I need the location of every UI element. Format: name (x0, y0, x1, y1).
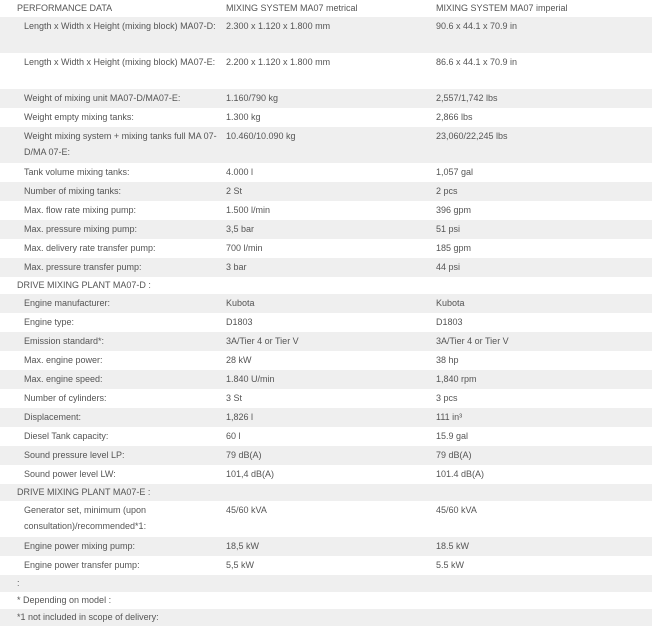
row-label: Displacement: (0, 408, 220, 427)
note-row (0, 592, 652, 609)
table-row (0, 17, 652, 53)
row-label: Weight empty mixing tanks: (24, 112, 134, 122)
table-row (0, 220, 652, 239)
row-imperial-value: Kubota (430, 294, 652, 313)
row-imperial-value: 5.5 kW (436, 560, 465, 570)
row-metric-value: 101,4 dB(A) (226, 469, 275, 479)
row-metric-value: 1.160/790 kg (220, 89, 430, 108)
row-metric-value: 60 l (226, 431, 241, 441)
row-metric-value: Kubota (220, 294, 430, 313)
row-label: Emission standard*: (0, 332, 220, 351)
row-label: Weight mixing system + mixing tanks full MA 07-D/MA 07-E: (0, 127, 220, 163)
table-row (0, 408, 652, 427)
row-imperial-value: 44 psi (430, 258, 652, 277)
row-metric-value: 2.200 x 1.120 x 1.800 mm (226, 57, 331, 67)
table-row (0, 332, 652, 351)
header-imperial-column: MIXING SYSTEM MA07 imperial (436, 3, 568, 13)
header-metric-column: MIXING SYSTEM MA07 metrical (226, 3, 358, 13)
table-header-row (0, 0, 652, 17)
row-label: Tank volume mixing tanks: (24, 167, 130, 177)
row-label: Max. flow rate mixing pump: (24, 205, 137, 215)
table-row (0, 465, 652, 484)
row-imperial-value: 79 dB(A) (430, 446, 652, 465)
row-imperial-value: 3A/Tier 4 or Tier V (430, 332, 652, 351)
row-label: Max. pressure transfer pump: (0, 258, 220, 277)
row-metric-value: 10.460/10.090 kg (220, 127, 430, 163)
row-imperial-value: 111 in³ (430, 408, 652, 427)
table-row (0, 239, 652, 258)
row-label: Number of mixing tanks: (0, 182, 220, 201)
table-row (0, 294, 652, 313)
row-metric-value: 3,5 bar (220, 220, 430, 239)
row-imperial-value: 2 pcs (430, 182, 652, 201)
row-metric-value: 2 St (220, 182, 430, 201)
row-label: Max. engine speed: (0, 370, 220, 389)
row-imperial-value: 2,866 lbs (436, 112, 473, 122)
table-row (0, 501, 652, 537)
row-metric-value: 4.000 l (226, 167, 254, 177)
row-label: Max. delivery rate transfer pump: (24, 243, 156, 253)
row-label: Generator set, minimum (upon consultation)/recommended*1: (24, 505, 147, 531)
table-row (0, 108, 652, 127)
row-label: Weight of mixing unit MA07-D/MA07-E: (0, 89, 220, 108)
table-row (0, 556, 652, 575)
row-imperial-value: 38 hp (436, 355, 459, 365)
row-metric-value: D1803 (226, 317, 253, 327)
row-imperial-value: 101.4 dB(A) (436, 469, 485, 479)
row-metric-value: 5,5 kW (226, 560, 255, 570)
row-imperial-value: 90.6 x 44.1 x 70.9 in (430, 17, 652, 53)
row-imperial-value: 23,060/22,245 lbs (430, 127, 652, 163)
row-metric-value: 700 l/min (226, 243, 263, 253)
table-row (0, 446, 652, 465)
table-row (0, 537, 652, 556)
row-label: Length x Width x Height (mixing block) MA07-D: (0, 17, 220, 53)
row-metric-value: 79 dB(A) (220, 446, 430, 465)
row-imperial-value: 15.9 gal (436, 431, 469, 441)
row-metric-value: 28 kW (226, 355, 252, 365)
row-label: Length x Width x Height (mixing block) MA07-E: (24, 57, 216, 67)
table-row (0, 182, 652, 201)
table-row (0, 351, 652, 370)
table-row (0, 427, 652, 446)
header-performance-data: PERFORMANCE DATA (17, 3, 113, 13)
row-metric-value: 3 St (226, 393, 243, 403)
row-label: Engine manufacturer: (0, 294, 220, 313)
row-label: Number of cylinders: (24, 393, 107, 403)
table-row (0, 389, 652, 408)
table-row (0, 89, 652, 108)
note-row (0, 609, 652, 626)
row-metric-value: 2.300 x 1.120 x 1.800 mm (220, 17, 430, 53)
row-imperial-value: 2,557/1,742 lbs (430, 89, 652, 108)
row-imperial-value: D1803 (436, 317, 463, 327)
section-row (0, 484, 652, 501)
row-imperial-value: 1,057 gal (436, 167, 474, 177)
row-metric-value: 45/60 kVA (226, 505, 267, 515)
row-imperial-value: 18.5 kW (430, 537, 652, 556)
row-label: Engine power transfer pump: (24, 560, 140, 570)
footnote: * Depending on model : (17, 595, 112, 605)
row-label: Engine power mixing pump: (0, 537, 220, 556)
table-row (0, 258, 652, 277)
row-metric-value: 1.300 kg (226, 112, 261, 122)
table-row (0, 201, 652, 220)
row-label: Sound pressure level LP: (0, 446, 220, 465)
row-label: Max. engine power: (24, 355, 103, 365)
row-metric-value: 1,826 l (220, 408, 430, 427)
row-metric-value: 3A/Tier 4 or Tier V (220, 332, 430, 351)
row-imperial-value: 396 gpm (436, 205, 472, 215)
row-label: Max. pressure mixing pump: (0, 220, 220, 239)
table-row (0, 53, 652, 89)
row-metric-value: 1.840 U/min (220, 370, 430, 389)
row-imperial-value: 3 pcs (436, 393, 458, 403)
row-imperial-value: 185 gpm (436, 243, 472, 253)
row-label: Diesel Tank capacity: (24, 431, 109, 441)
section-row (0, 277, 652, 294)
note-row (0, 575, 652, 592)
row-imperial-value: 45/60 kVA (436, 505, 477, 515)
row-label: Engine type: (24, 317, 75, 327)
table-row (0, 127, 652, 163)
row-imperial-value: 86.6 x 44.1 x 70.9 in (436, 57, 518, 67)
section-heading: DRIVE MIXING PLANT MA07-E : (0, 484, 652, 501)
table-row (0, 370, 652, 389)
table-row (0, 163, 652, 182)
row-imperial-value: 1,840 rpm (430, 370, 652, 389)
row-metric-value: 18,5 kW (220, 537, 430, 556)
row-label: Sound power level LW: (24, 469, 116, 479)
footnote: *1 not included in scope of delivery: (0, 609, 652, 626)
section-heading: DRIVE MIXING PLANT MA07-D : (17, 280, 151, 290)
row-imperial-value: 51 psi (430, 220, 652, 239)
footnote: : (0, 575, 652, 592)
table-row (0, 313, 652, 332)
row-metric-value: 3 bar (220, 258, 430, 277)
row-metric-value: 1.500 l/min (226, 205, 271, 215)
